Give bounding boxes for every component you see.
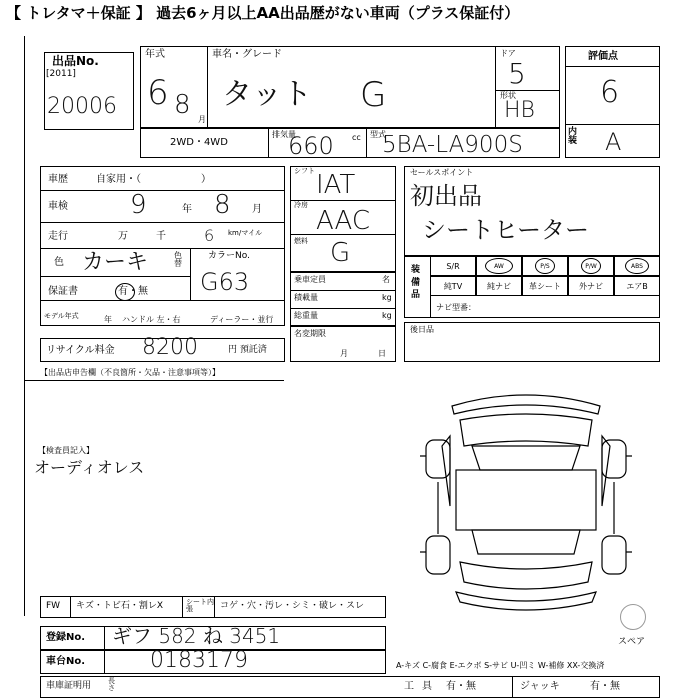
year-era-value: 6 — [147, 73, 169, 113]
history-value: 自家用・（ ） — [96, 174, 211, 185]
fw-seat-text: コゲ・穴・汚レ・シミ・破レ・スレ — [220, 601, 365, 611]
inspection-month-unit: 月 — [252, 204, 262, 215]
car-diagram — [412, 386, 640, 618]
interior-label: 内装 — [568, 127, 578, 146]
type-value: 5BA-LA900S — [382, 132, 523, 158]
doors-label: ドア — [500, 49, 516, 58]
divider — [565, 124, 660, 125]
chassis-label: 車台No. — [46, 656, 86, 667]
inspection-year-unit: 年 — [182, 204, 192, 215]
equip-sr: S/R — [430, 256, 476, 276]
shift-value: IAT — [316, 170, 356, 200]
equip-tv: 純TV — [430, 276, 476, 296]
fw-text: キズ・トビ石・割レX — [76, 601, 163, 611]
bottom-row — [40, 676, 660, 698]
equip-ext-navi: 外ナビ — [568, 276, 614, 296]
displacement-value: 660 — [288, 132, 334, 160]
equip-airbag: エアB — [614, 276, 660, 296]
divider — [70, 596, 71, 618]
inspection-month: 8 — [214, 190, 231, 220]
divider — [40, 300, 285, 301]
divider — [182, 596, 183, 618]
spare-label: スペア — [618, 637, 646, 647]
divider — [40, 248, 285, 249]
equip-abs-circle: ABS — [625, 258, 649, 274]
equip-ps-circle: P/S — [535, 258, 555, 274]
divider — [268, 128, 269, 158]
color-value: カーキ — [82, 250, 149, 275]
model-label: 車名・グレード — [212, 49, 282, 60]
type-label: 型式 — [370, 130, 386, 139]
fw-label: FW — [46, 601, 61, 611]
equip-abs — [614, 256, 660, 276]
color-change-label: 色替 — [174, 251, 182, 268]
score-value: 6 — [600, 75, 620, 110]
cert-label: 車庫証明用 — [46, 681, 92, 691]
lot-year-tag: [2011] — [46, 69, 76, 79]
recycle-label: リサイクル料金 — [46, 345, 115, 356]
divider — [366, 128, 367, 158]
history-label: 車歴 — [48, 174, 68, 185]
weight-label: 総重量 — [294, 311, 318, 320]
doors-value: 5 — [508, 57, 526, 90]
lot-number: 20006 — [47, 94, 117, 119]
equip-aw — [476, 256, 522, 276]
name-change-unit: 月日 — [340, 349, 416, 358]
inspection-year: 9 — [130, 190, 147, 220]
divider — [290, 308, 396, 309]
model-name: タット — [222, 77, 312, 112]
model-year-label: モデル年式 — [44, 312, 79, 320]
divider — [190, 248, 191, 300]
equip-aw-circle: AW — [485, 258, 513, 274]
year-month-unit: 月 — [198, 115, 206, 124]
divider — [290, 234, 396, 235]
doors-shape-value: HB — [504, 98, 535, 123]
shift-label: シフト — [294, 167, 315, 175]
divider — [24, 380, 284, 381]
form-left-border — [24, 36, 25, 616]
recycle-unit: 円 預託済 — [228, 345, 267, 355]
fuel-value: G — [330, 238, 351, 268]
capacity-unit: 名 — [382, 275, 390, 284]
divider — [290, 290, 396, 291]
header-title: 【 トレタマ＋保証 】 過去6ヶ月以上AA出品歴がない車両（プラス保証付） — [6, 4, 520, 22]
fw-seat-label: シート内張 — [186, 598, 214, 613]
displacement-unit: cc — [352, 133, 361, 142]
model-year-dealer: ディーラー・並行 — [210, 315, 274, 324]
jack-value: 有・無 — [590, 681, 620, 692]
model-year-handle: ハンドル 左・右 — [122, 315, 181, 324]
weight-unit: kg — [382, 311, 392, 320]
name-change-label: 名変期限 — [294, 329, 326, 338]
year-month-value: 8 — [174, 90, 191, 120]
legend-text: A-キズ C-腐食 E-エクボ S-サビ U-凹ミ W-補修 XX-交換済 — [396, 661, 605, 670]
equip-pw-circle: P/W — [581, 258, 601, 274]
score-label: 評価点 — [588, 51, 618, 62]
lot-label: 出品No. — [52, 54, 99, 68]
divider — [40, 190, 285, 191]
inspector-value: オーディオレス — [34, 458, 145, 477]
chassis-value: 0183179 — [150, 648, 248, 673]
jack-label: ジャッキ — [520, 681, 560, 692]
mileage-sen: 千 — [156, 231, 166, 242]
drive-label: 2WD・4WD — [170, 137, 228, 148]
model-grade: G — [360, 75, 387, 115]
equip-leather: 革シート — [522, 276, 568, 296]
divider — [565, 66, 660, 67]
sales-point-line1: 初出品 — [410, 182, 482, 210]
fuel-label: 燃料 — [294, 237, 308, 245]
registration-value: ギフ 582 ね 3451 — [112, 624, 281, 648]
model-year-year: 年 — [104, 315, 112, 324]
divider — [214, 596, 215, 618]
ac-value: AAC — [316, 206, 370, 236]
divider — [40, 276, 190, 277]
inspector-label: 【検査員記入】 — [38, 446, 94, 455]
interior-value: A — [605, 128, 622, 156]
sales-point-line2: シートヒーター — [422, 216, 590, 244]
equipment-label: 装備品 — [411, 265, 421, 301]
divider — [495, 46, 496, 128]
capacity-label: 乗車定員 — [294, 275, 326, 284]
equip-pw — [568, 256, 614, 276]
inspection-label: 車検 — [48, 201, 68, 212]
doors-shape-label: 形状 — [500, 91, 516, 100]
tools-value: 有・無 — [446, 681, 476, 692]
after-date-block — [404, 322, 660, 362]
spare-icon — [620, 604, 646, 630]
divider — [207, 46, 208, 128]
mileage-man: 万 — [118, 231, 128, 242]
tools-label: 工具 — [404, 681, 440, 692]
mileage-unit: km/マイル — [228, 229, 263, 237]
after-date-label: 後日品 — [410, 325, 434, 334]
warranty-label: 保証書 — [48, 286, 78, 297]
warranty-circle — [115, 283, 135, 301]
warranty-value: 有・無 — [118, 286, 148, 297]
len-label: 長さ — [108, 677, 115, 692]
color-code-value: G63 — [200, 268, 250, 296]
notes-label: 【出品店申告欄（不良箇所・欠品・注意事項等）】 — [40, 368, 220, 377]
mileage-label: 走行 — [48, 231, 68, 242]
load-unit: kg — [382, 293, 392, 302]
sales-point-label: セールスポイント — [410, 168, 474, 177]
year-label: 年式 — [145, 49, 165, 60]
ac-label: 冷房 — [294, 201, 308, 209]
equip-ps — [522, 256, 568, 276]
color-label: 色 — [54, 257, 64, 268]
divider — [40, 222, 285, 223]
divider — [512, 676, 513, 698]
registration-label: 登録No. — [46, 632, 86, 643]
equip-navi-model: ナビ型番： — [436, 303, 476, 312]
displacement-label: 排気量 — [272, 130, 296, 139]
color-code-label: カラーNo. — [208, 251, 250, 261]
mileage-value: 6 — [204, 226, 215, 245]
load-label: 積載量 — [294, 293, 318, 302]
recycle-value: 8200 — [142, 335, 198, 360]
equip-navi: 純ナビ — [476, 276, 522, 296]
